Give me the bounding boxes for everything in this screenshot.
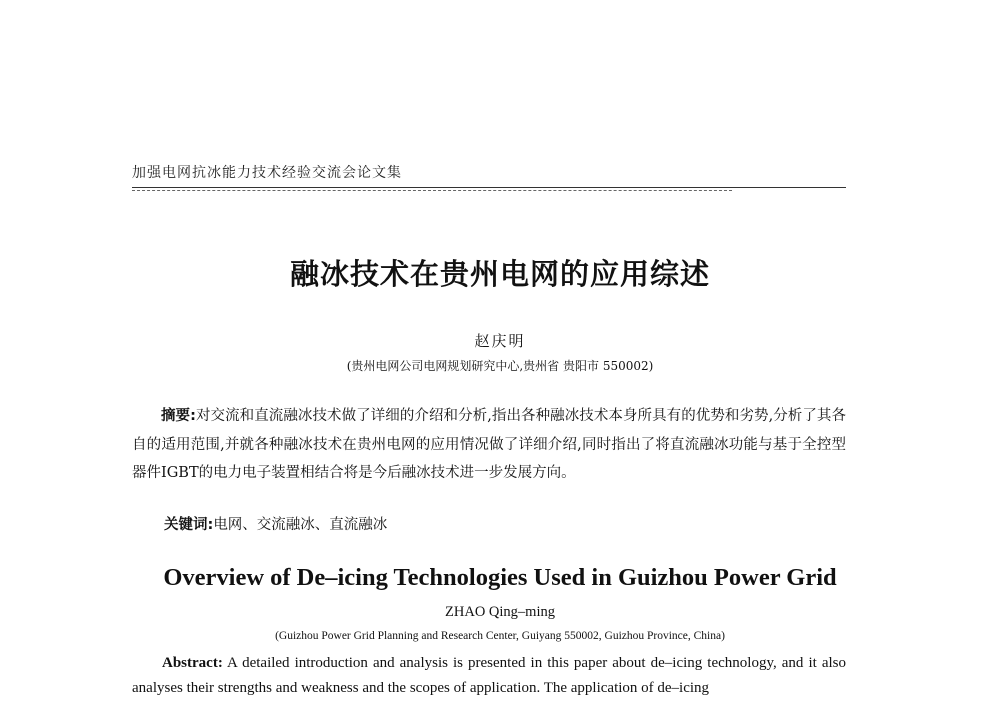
paper-title-english: Overview of De–icing Technologies Used in Guizhou Power Grid [163, 564, 837, 591]
abstract-english [132, 651, 846, 701]
abstract-label-chinese: 摘要: [161, 408, 196, 424]
abstract-label-english: Abstract: [162, 655, 223, 671]
keywords-label-chinese: 关键词: [164, 517, 214, 533]
header-rule-dashed [132, 190, 732, 191]
affiliation-chinese: (贵州电网公司电网规划研究中心,贵州省 贵阳市 550002) [346, 359, 654, 373]
paper-title-chinese: 融冰技术在贵州电网的应用综述 [289, 257, 710, 291]
affiliation-english: (Guizhou Power Grid Planning and Research Center, Guiyang 550002, Guizhou Province, China) [275, 630, 725, 642]
abstract-chinese [132, 402, 846, 488]
abstract-text-chinese: 对交流和直流融冰技术做了详细的介绍和分析,指出各种融冰技术本身所具有的优势和劣势,分析了其各自的适用范围,并就各种融冰技术在贵州电网的应用情况做了详细介绍,同时指出了将直流融冰功能与基于全控型器件IGBT的电力电子装置相结合将是今后融冰技术进一步发展方向。 [132, 408, 846, 481]
author-chinese: 赵庆明 [474, 332, 526, 350]
keywords-text-chinese: 电网、交流融冰、直流融冰 [213, 517, 388, 533]
running-header: 加强电网抗冰能力技术经验交流会论文集 [132, 165, 402, 181]
header-rule [132, 187, 846, 188]
author-english: ZHAO Qing–ming [445, 604, 555, 620]
keywords-chinese [164, 513, 387, 534]
abstract-text-english: A detailed introduction and analysis is presented in this paper about de–icing technology, and it also analyses their strengths and weakness and the scopes of application. The application of de–icing [132, 655, 846, 696]
abstract-chinese-paragraph [132, 402, 846, 488]
